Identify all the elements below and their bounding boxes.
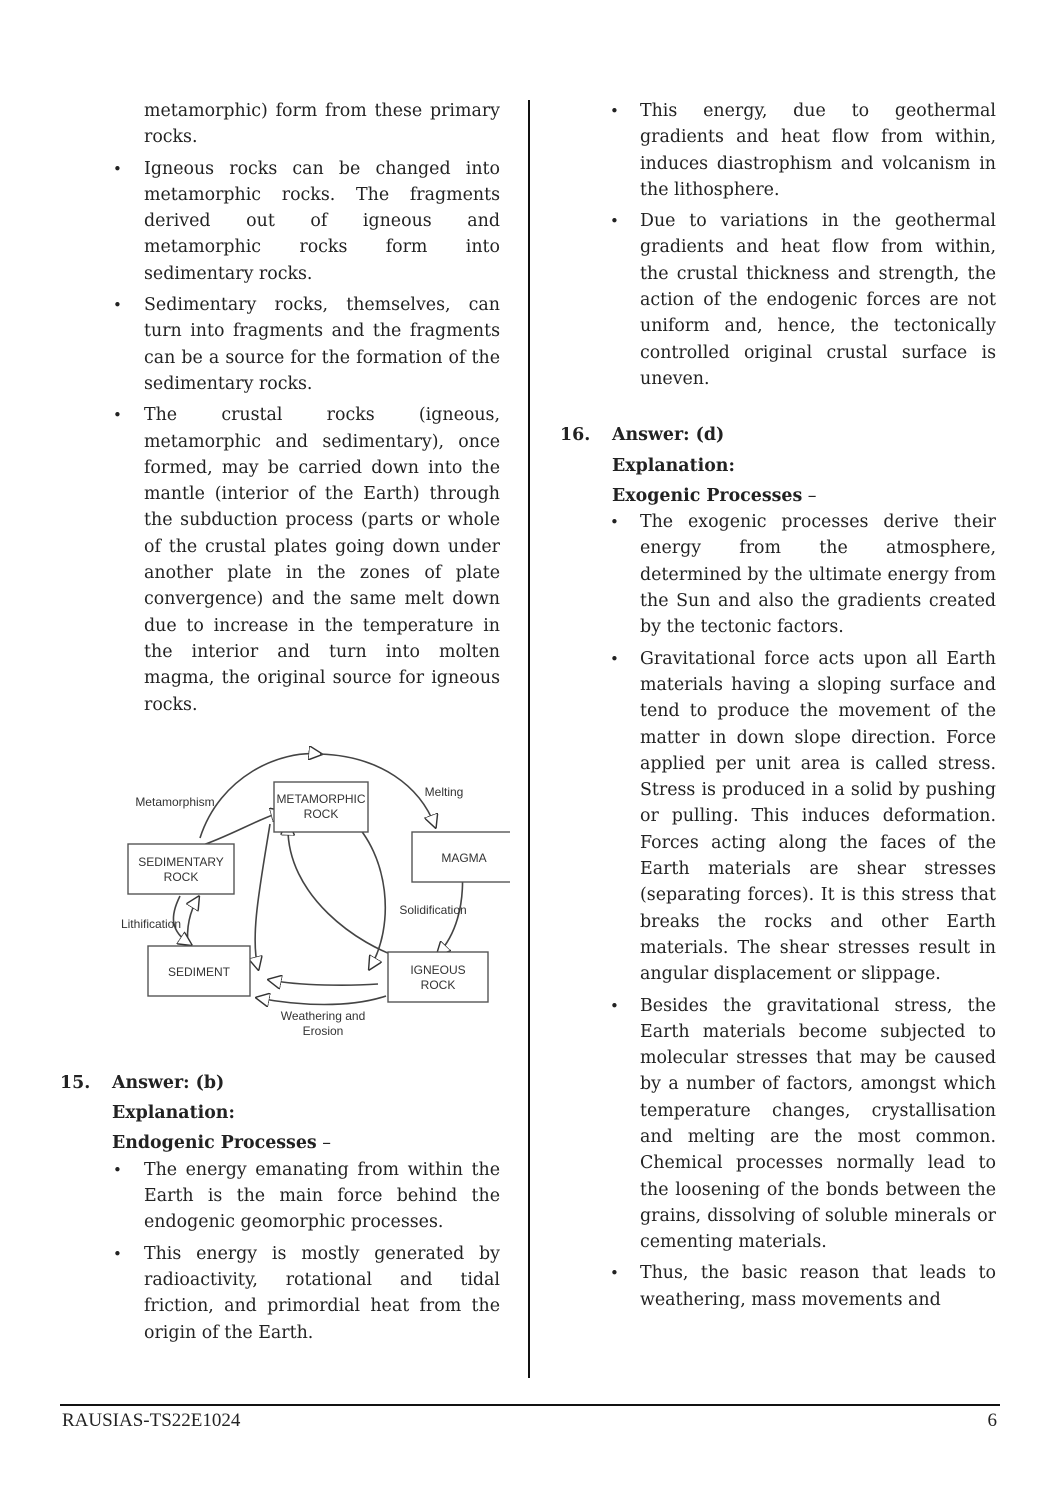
rock-cycle-bullet-list xyxy=(60,156,500,718)
bullet-item: • This energy, due to geothermal gradients and heat flow from within, induces diastrophism and volcanism in the lithosphere. xyxy=(560,98,996,203)
explanation-label: Explanation: xyxy=(612,455,735,476)
label-igneous: IGNEOUS xyxy=(410,962,466,977)
bullet-item: • Sedimentary rocks, themselves, can turn into fragments and the fragments can be a source for the formation of the sedimentary rocks. xyxy=(60,292,500,397)
question-number: 15. xyxy=(60,1072,91,1093)
page-number: 6 xyxy=(987,1410,997,1431)
bullet-item: • Igneous rocks can be changed into metamorphic rocks. The fragments derived out of igneous and metamorphic rocks form into sedimentary rocks. xyxy=(60,156,500,287)
answer-label: Answer: (b) xyxy=(112,1072,225,1093)
label-magma: MAGMA xyxy=(441,850,487,865)
endogenic-bullet-list-continued xyxy=(560,98,996,392)
right-column xyxy=(560,98,996,1318)
bullet-item: • The crustal rocks (igneous, metamorphic and sedimentary), once formed, may be carried down into the mantle (interior of the Earth) through the subduction process (parts or whole of the crustal plates going down under another plate in the zones of plate convergence) and the same melt down due to increase in the temperature in the interior and turn into molten magma, the original source for igneous rocks. xyxy=(60,402,500,718)
label-erosion: Erosion xyxy=(302,1023,344,1038)
arrow-lithification xyxy=(187,898,198,946)
footer-rule xyxy=(60,1404,1000,1406)
section-heading: Exogenic Processes – xyxy=(612,485,817,506)
bullet-item: • The exogenic processes derive their energy from the atmosphere, determined by the ultimate energy from the Sun and also the gradients created by the tectonic factors. xyxy=(560,509,996,640)
bullet-item: • Besides the gravitational stress, the Earth materials become subjected to molecular stresses that may be caused by a number of factors, amongst which temperature changes, crystallisation and melting are the most common. Chemical processes normally lead to the loosening of the bonds between the grains, dissolving of soluble minerals or cementing materials. xyxy=(560,993,996,1256)
box-sedimentary-rock xyxy=(128,844,234,894)
label-sedimentary: SEDIMENTARY xyxy=(138,854,224,869)
arrow-igneous-to-sediment xyxy=(258,996,386,1005)
section-heading: Endogenic Processes – xyxy=(112,1133,331,1154)
document-code: RAUSIAS-TS22E1024 xyxy=(62,1410,241,1431)
arrow-meta-to-sediment xyxy=(255,824,270,968)
column-divider xyxy=(528,100,530,1378)
continued-paragraph: metamorphic) form from these primary rocks. xyxy=(144,101,500,148)
label-sedimentary-rock: ROCK xyxy=(163,869,199,884)
bullet-item: • This energy is mostly generated by radioactivity, rotational and tidal friction, and primordial heat from the origin of the Earth. xyxy=(60,1241,500,1346)
label-sediment: SEDIMENT xyxy=(167,964,231,979)
label-metamorphic: METAMORPHIC xyxy=(276,791,366,806)
bullet-item: • The energy emanating from within the Earth is the main force behind the endogenic geomorphic processes. xyxy=(60,1157,500,1236)
bullet-item: • Gravitational force acts upon all Earth materials having a sloping surface and tend to produce the movement of the matter in down slope direction. Force applied per unit area is called stress. Stress is produced in a solid by pushing or pulling. This induces deformation. Forces acting along the faces of the Earth materials are shear stresses (separating forces). It is this stress that breaks the rocks and other Earth materials. The shear stresses result in angular displacement or slippage. xyxy=(560,646,996,988)
question-15-answer xyxy=(60,1070,500,1096)
label-melting: Melting xyxy=(424,784,464,799)
explanation-label: Explanation: xyxy=(112,1103,235,1124)
question-number: 16. xyxy=(560,425,591,446)
bullet-item: • Thus, the basic reason that leads to weathering, mass movements and xyxy=(560,1260,996,1313)
label-igneous-rock: ROCK xyxy=(420,977,456,992)
label-weathering: Weathering and xyxy=(280,1008,366,1023)
label-solidification: Solidification xyxy=(399,902,467,917)
question-16-answer xyxy=(560,422,996,448)
arrow-weathering xyxy=(270,980,378,985)
box-igneous-rock xyxy=(388,952,488,1002)
label-metamorphism: Metamorphism xyxy=(135,794,215,809)
answer-label: Answer: (d) xyxy=(612,425,725,446)
endogenic-bullet-list xyxy=(60,1157,500,1346)
label-lithification: Lithification xyxy=(120,916,182,931)
label-metamorphic-rock: ROCK xyxy=(303,806,339,821)
exogenic-bullet-list xyxy=(560,509,996,1313)
bullet-item: • Due to variations in the geothermal gradients and heat flow from within, the crustal thickness and strength, the action of the endogenic forces are not uniform and, hence, the tectonically controlled original crustal surface is uneven. xyxy=(560,208,996,392)
rock-cycle-diagram xyxy=(110,746,510,1046)
left-column xyxy=(60,98,500,1351)
arrow-meta-loop xyxy=(350,818,385,968)
